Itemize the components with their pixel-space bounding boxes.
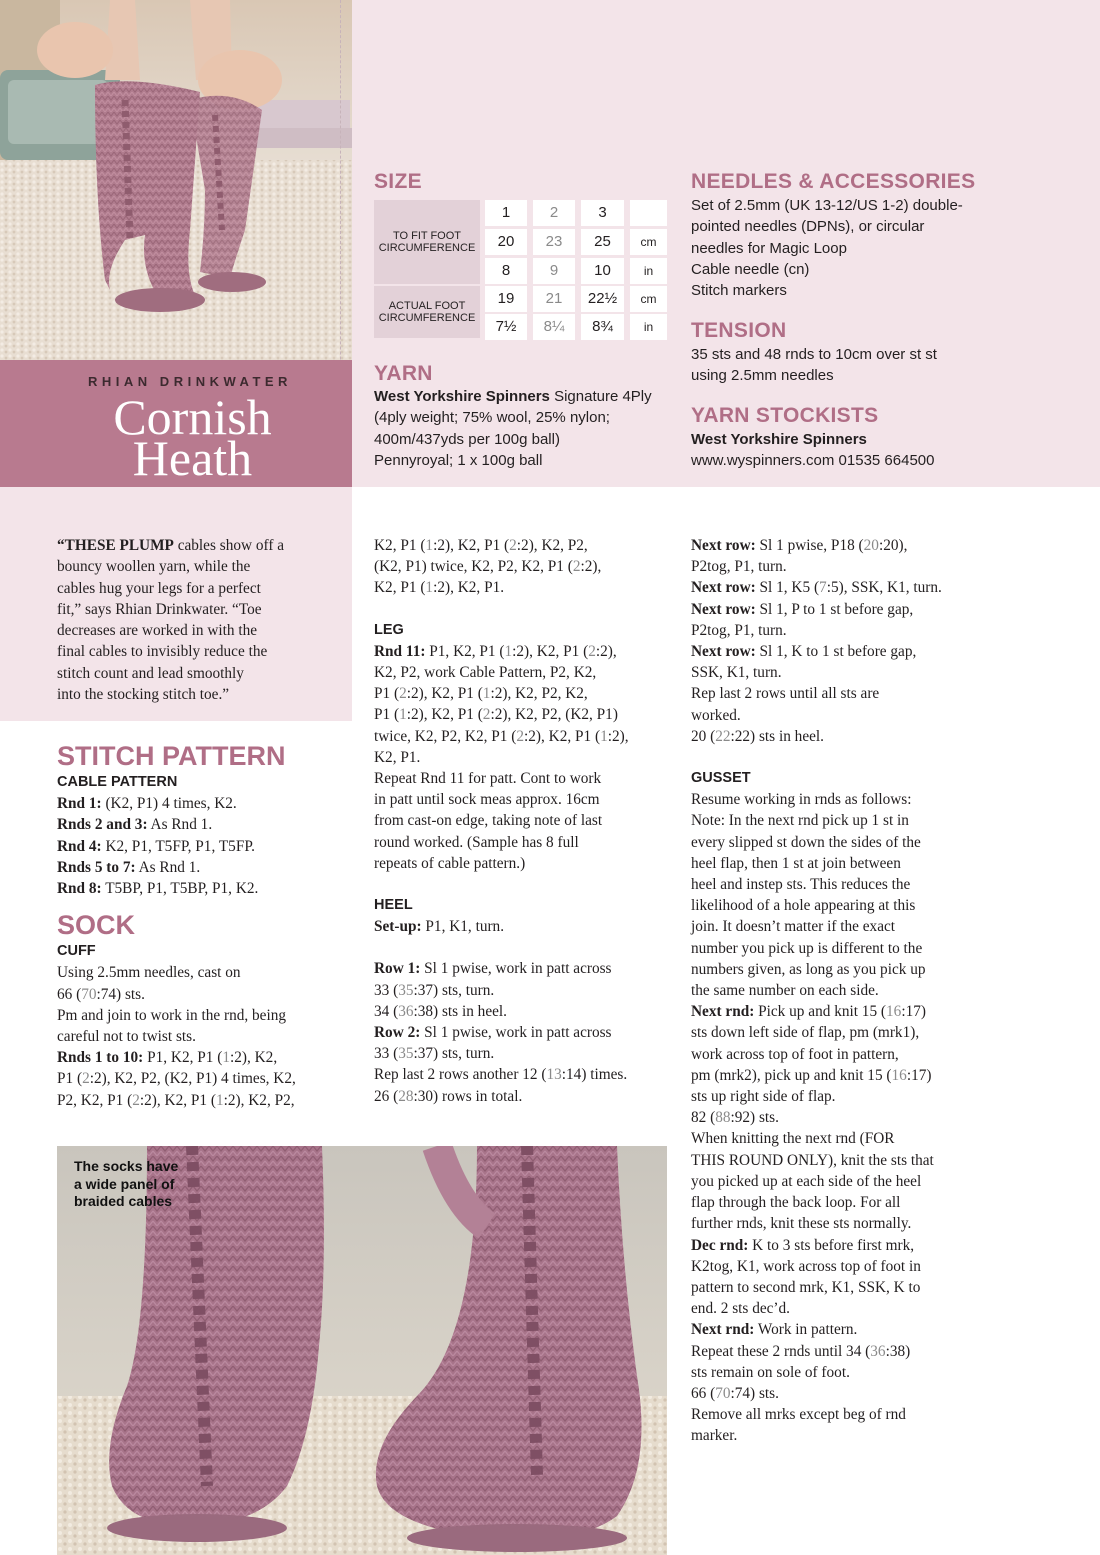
title-panel <box>0 360 352 487</box>
row-label: Next row: <box>691 579 756 597</box>
gusset-line: marker. <box>691 1427 738 1445</box>
text: :2), K2, P2, (K2, P1) <box>490 706 618 724</box>
row-label: Row 1: <box>374 960 421 978</box>
pattern-title-line-1: Cornish <box>113 389 272 445</box>
row-text: Work in pattern. <box>754 1321 858 1339</box>
text: :38) <box>885 1342 911 1360</box>
row-label: Rnds 1 to 10: <box>57 1049 144 1067</box>
sock-heading: SOCK <box>57 910 136 941</box>
row-text: (K2, P1) 4 times, K2. <box>101 795 237 813</box>
text: :2), K2, P2, <box>223 1091 295 1109</box>
text: (K2, P1) twice, K2, P2, K2, P1 ( <box>374 558 573 576</box>
heel-line: worked. <box>691 706 741 724</box>
text: :37) sts, turn. <box>413 1045 495 1063</box>
pattern-title-line-2: Heath <box>132 430 253 486</box>
size-2-value: 22 <box>715 727 731 745</box>
text: :14) times. <box>561 1066 628 1084</box>
yarn-heading: YARN <box>374 362 433 385</box>
actual-cm-cell: 22½ <box>581 286 624 312</box>
text: Sl 1, K5 ( <box>755 579 820 597</box>
to-fit-in-cell: 9 <box>533 258 575 284</box>
text: :17) <box>901 1003 926 1021</box>
stockist-name: West Yorkshire Spinners <box>691 431 867 448</box>
needles-line: Set of 2.5mm (UK 13-12/US 1-2) double- <box>691 197 963 214</box>
text: :2), K2, P1. <box>433 579 505 597</box>
size-2-value: 36 <box>870 1342 886 1360</box>
text: P1 ( <box>374 685 400 703</box>
tension-line: using 2.5mm needles <box>691 367 834 385</box>
row-label: Set-up: <box>374 918 422 936</box>
text: :2), K2, P1 ( <box>433 537 510 554</box>
size-2-value: 28 <box>398 1087 414 1105</box>
tension-text <box>691 344 991 387</box>
row-text: T5BP, P1, T5BP, P1, K2. <box>101 880 259 898</box>
size-2-value: 36 <box>398 1002 414 1020</box>
text: :2), <box>607 727 629 745</box>
text: P1, K2, P1 ( <box>425 642 505 660</box>
intro-line: fit,” says Rhian Drinkwater. “Toe <box>57 600 262 618</box>
text: :2), K2, P2, K2, <box>490 685 588 703</box>
column-3 <box>691 535 942 1447</box>
row-label: Dec rnd: <box>691 1236 749 1254</box>
text: 66 ( <box>691 1384 716 1402</box>
text: P1 ( <box>57 1070 83 1088</box>
text: Sl 1 pwise, P18 ( <box>755 537 864 554</box>
gusset-line: sts down left side of flap, pm (mrk1), <box>691 1024 920 1042</box>
size-2-value: 16 <box>891 1066 907 1084</box>
gusset-line: sts up right side of flap. <box>691 1088 836 1106</box>
size-2-value: 2 <box>516 727 524 745</box>
row-text: Sl 1 pwise, work in patt across <box>420 960 612 978</box>
row-label: Rnd 1: <box>57 795 102 813</box>
row-text: Sl 1, P to 1 st before gap, <box>755 600 914 618</box>
stockists-heading: YARN STOCKISTS <box>691 404 879 427</box>
actual-in-cell: 8¼ <box>533 314 575 340</box>
actual-cm-cell: 19 <box>485 286 527 312</box>
text: :2), <box>595 642 617 660</box>
unit-cell: cm <box>630 229 667 255</box>
size-2-value: 2 <box>482 706 491 724</box>
text: :2), K2, P1 ( <box>512 642 589 660</box>
text: P1 ( <box>374 706 400 724</box>
leg-line: in patt until sock meas approx. 16cm <box>374 791 600 809</box>
row-label: Next rnd: <box>691 1003 755 1021</box>
heel-line: SSK, K1, turn. <box>691 664 782 682</box>
yarn-length: 400m/437yds per 100g ball) <box>374 430 560 448</box>
text: :17) <box>906 1066 932 1084</box>
leg-line: K2, P2, work Cable Pattern, P2, K2, <box>374 664 597 682</box>
row-text: K to 3 sts before first mrk, <box>748 1236 915 1254</box>
gusset-line: end. 2 sts dec’d. <box>691 1300 790 1318</box>
size-2-value: 20 <box>863 537 879 554</box>
row-label: Rnd 4: <box>57 837 102 855</box>
cuff-heading: CUFF <box>57 943 96 960</box>
gusset-line: the same number on each side. <box>691 982 879 1000</box>
needles-list <box>691 195 991 301</box>
text: twice, K2, P2, K2, P1 ( <box>374 727 517 745</box>
yarn-colour: Pennyroyal; 1 x 100g ball <box>374 451 543 469</box>
cuff-line: Using 2.5mm needles, cast on <box>57 964 241 982</box>
text: :2), K2, P2, <box>516 537 588 554</box>
size-2-value: 1 <box>504 642 513 660</box>
leg-line: from cast-on edge, taking note of last <box>374 812 603 830</box>
needles-line: Stitch markers <box>691 282 787 300</box>
intro-line: cables show off a <box>173 537 285 554</box>
stitch-pattern-heading: STITCH PATTERN <box>57 741 286 771</box>
size-2-value: 1 <box>425 579 434 597</box>
text: :30) rows in total. <box>413 1087 523 1105</box>
text: 33 ( <box>374 1045 399 1063</box>
row-label: Next row: <box>691 600 756 618</box>
actual-in-cell: 8¾ <box>581 314 624 340</box>
needles-heading: NEEDLES & ACCESSORIES <box>691 170 976 193</box>
gusset-line: sts remain on sole of foot. <box>691 1363 850 1381</box>
gusset-line: further rnds, knit these sts normally. <box>691 1215 912 1233</box>
gusset-heading: GUSSET <box>691 770 751 787</box>
yarn-weight: (4ply weight; 75% wool, 25% nylon; <box>374 409 610 427</box>
intro-line: decreases are worked in with the <box>57 622 258 640</box>
to-fit-cm-cell: 23 <box>533 229 575 255</box>
unit-cell: in <box>630 258 667 284</box>
row-label: Rnd 11: <box>374 642 426 660</box>
column-2 <box>374 535 629 1107</box>
size-2-value: 1 <box>222 1049 230 1067</box>
cuff-line: Pm and join to work in the rnd, being <box>57 1006 287 1024</box>
gusset-line: likelihood of a hole appearing at this <box>691 897 916 915</box>
gusset-line: Resume working in rnds as follows: <box>691 791 912 809</box>
size-2-value: 70 <box>81 985 97 1003</box>
row-text: As Rnd 1. <box>147 816 213 834</box>
row-label: Rnds 2 and 3: <box>57 816 148 834</box>
tension-line: 35 sts and 48 rnds to 10cm over st st <box>691 346 937 363</box>
size-2-value: 7 <box>819 579 827 597</box>
text: :2), <box>580 558 602 576</box>
text: :92) sts. <box>730 1109 779 1127</box>
size-heading: SIZE <box>374 170 422 193</box>
row-label: Next rnd: <box>691 1321 755 1339</box>
actual-cm-cell: 21 <box>533 286 575 312</box>
text: :2), K2, P1 ( <box>524 727 601 745</box>
size-2-value: 1 <box>600 727 608 745</box>
needles-line: needles for Magic Loop <box>691 239 847 257</box>
text: K2, P1 ( <box>374 579 426 597</box>
text: :22) sts in heel. <box>730 727 824 745</box>
size-2-value: 1 <box>215 1091 224 1109</box>
text: Repeat these 2 rnds until 34 ( <box>691 1342 871 1360</box>
text: :2), K2, P1 ( <box>406 706 483 724</box>
size-cell: 1 <box>485 200 527 226</box>
row-text: K2, P1, T5FP, P1, T5FP. <box>101 837 255 855</box>
text: :74) sts. <box>96 985 145 1003</box>
intro-line: stitch count and lead smoothly <box>57 664 244 682</box>
gusset-line: numbers given, as long as you pick up <box>691 960 926 978</box>
leg-line: round worked. (Sample has 8 full <box>374 833 579 851</box>
size-2-value: 88 <box>715 1109 731 1127</box>
unit-cell-empty <box>630 200 667 226</box>
text: 26 ( <box>374 1087 399 1105</box>
stockists-text <box>691 429 1001 472</box>
text: :2), K2, P1 ( <box>139 1091 216 1109</box>
size-2-value: 16 <box>886 1003 902 1021</box>
heel-line: P2tog, P1, turn. <box>691 621 787 639</box>
caption-line: The socks have <box>74 1158 179 1174</box>
text: 33 ( <box>374 981 399 999</box>
gusset-line: pattern to second mrk, K1, SSK, K to <box>691 1278 921 1296</box>
text: :5), SSK, K1, turn. <box>826 579 942 597</box>
leg-line: K2, P1. <box>374 748 421 766</box>
text: :2), K2, <box>229 1049 278 1067</box>
cable-pattern-heading: CABLE PATTERN <box>57 774 178 790</box>
photo-caption <box>74 1158 178 1211</box>
gusset-line: join. It doesn’t matter if the exact <box>691 918 896 936</box>
caption-line: braided cables <box>74 1193 173 1209</box>
text: Rep last 2 rows another 12 ( <box>374 1066 547 1084</box>
text: P1, K2, P1 ( <box>143 1049 223 1067</box>
intro-line: cables hug your legs for a perfect <box>57 579 261 597</box>
size-2-value: 35 <box>398 981 414 999</box>
gusset-line: work across top of foot in pattern, <box>691 1045 899 1063</box>
heel-line: Rep last 2 rows until all sts are <box>691 685 880 703</box>
gusset-line: heel flap, then 1 st at join between <box>691 854 901 872</box>
text: K2, P1 ( <box>374 537 426 554</box>
heel-line: P2tog, P1, turn. <box>691 558 787 576</box>
intro-line: bouncy woollen yarn, while the <box>57 558 251 576</box>
gusset-line: heel and instep sts. This reduces the <box>691 876 911 894</box>
text: :2), K2, P2, (K2, P1) 4 times, K2, <box>89 1070 296 1088</box>
text: 82 ( <box>691 1109 716 1127</box>
leg-heading: LEG <box>374 621 404 638</box>
size-2-value: 70 <box>715 1384 731 1402</box>
yarn-brand: West Yorkshire Spinners <box>374 388 550 405</box>
unit-cell: cm <box>630 286 667 312</box>
size-2-value: 2 <box>588 642 596 660</box>
gusset-line: K2tog, K1, work across top of foot in <box>691 1257 921 1275</box>
size-2-value: 13 <box>546 1066 562 1084</box>
column-1 <box>57 740 296 1111</box>
text: :20), <box>878 537 908 554</box>
row-text: Sl 1, K to 1 st before gap, <box>755 643 917 661</box>
to-fit-cm-cell: 25 <box>581 229 624 255</box>
size-cell: 3 <box>581 200 624 226</box>
row-text: P1, K1, turn. <box>421 918 505 936</box>
yarn-name: Signature 4Ply <box>549 388 652 405</box>
actual-label: ACTUAL FOOT CIRCUMFERENCE <box>374 286 480 338</box>
sock-photo-top <box>0 0 352 360</box>
gusset-line: Note: In the next rnd pick up 1 st in <box>691 812 909 830</box>
size-2-value: 2 <box>132 1091 140 1109</box>
size-2-value: 1 <box>425 537 434 554</box>
row-label: Next row: <box>691 537 756 554</box>
heel-heading: HEEL <box>374 897 413 914</box>
gusset-line: THIS ROUND ONLY), knit the sts that <box>691 1151 934 1169</box>
gusset-line: When knitting the next rnd (FOR <box>691 1130 895 1148</box>
cuff-line: careful not to twist sts. <box>57 1028 196 1046</box>
text: :38) sts in heel. <box>413 1002 507 1020</box>
gusset-line: number you pick up is different to the <box>691 939 923 957</box>
text: 20 ( <box>691 727 716 745</box>
size-2-value: 35 <box>398 1045 414 1063</box>
designer-name: RHIAN DRINKWATER <box>88 374 292 389</box>
stockist-contact: www.wyspinners.com 01535 664500 <box>691 452 935 470</box>
size-2-value: 2 <box>509 537 517 554</box>
size-2-value: 1 <box>399 706 407 724</box>
gusset-line: flap through the back loop. For all <box>691 1194 901 1212</box>
intro-line: into the stocking stitch toe.” <box>57 686 230 704</box>
text: 34 ( <box>374 1002 399 1020</box>
row-label: Next row: <box>691 643 756 661</box>
row-text: Sl 1 pwise, work in patt across <box>420 1024 612 1042</box>
intro-lead: “THESE PLUMP <box>57 537 174 554</box>
leg-line: Repeat Rnd 11 for patt. Cont to work <box>374 770 602 788</box>
gusset-line: every slipped st down the sides of the <box>691 833 921 851</box>
row-label: Rnd 8: <box>57 880 102 898</box>
needles-line: Cable needle (cn) <box>691 260 810 278</box>
size-cell: 2 <box>533 200 575 226</box>
to-fit-cm-cell: 20 <box>485 229 527 255</box>
leg-line: repeats of cable pattern.) <box>374 854 526 872</box>
sock-photo-top-illustration <box>0 0 352 360</box>
gusset-line: Remove all mrks except beg of rnd <box>691 1406 906 1424</box>
unit-cell: in <box>630 314 667 340</box>
text: :2), K2, P1 ( <box>406 685 483 703</box>
row-label: Rnds 5 to 7: <box>57 858 136 876</box>
size-2-value: 2 <box>399 685 407 703</box>
intro-line: final cables to invisibly reduce the <box>57 643 268 661</box>
needles-line: pointed needles (DPNs), or circular <box>691 218 925 236</box>
text: :37) sts, turn. <box>413 981 495 999</box>
text: :74) sts. <box>730 1384 779 1402</box>
tension-heading: TENSION <box>691 319 787 342</box>
text: 66 ( <box>57 985 82 1003</box>
size-2-value: 2 <box>82 1070 90 1088</box>
text: Pick up and knit 15 ( <box>754 1003 887 1021</box>
to-fit-in-cell: 8 <box>485 258 527 284</box>
size-2-value: 1 <box>482 685 491 703</box>
to-fit-in-cell: 10 <box>581 258 624 284</box>
caption-line: a wide panel of <box>74 1175 175 1192</box>
to-fit-label: TO FIT FOOT CIRCUMFERENCE <box>374 200 480 284</box>
row-label: Row 2: <box>374 1024 421 1042</box>
intro-quote <box>57 535 332 705</box>
gusset-line: you picked up at each side of the heel <box>691 1172 922 1190</box>
size-2-value: 2 <box>572 558 581 576</box>
text: pm (mrk2), pick up and knit 15 ( <box>691 1066 892 1084</box>
actual-in-cell: 7½ <box>485 314 527 340</box>
row-text: As Rnd 1. <box>135 858 201 876</box>
yarn-details <box>374 386 674 471</box>
text: P2, K2, P1 ( <box>57 1091 133 1109</box>
